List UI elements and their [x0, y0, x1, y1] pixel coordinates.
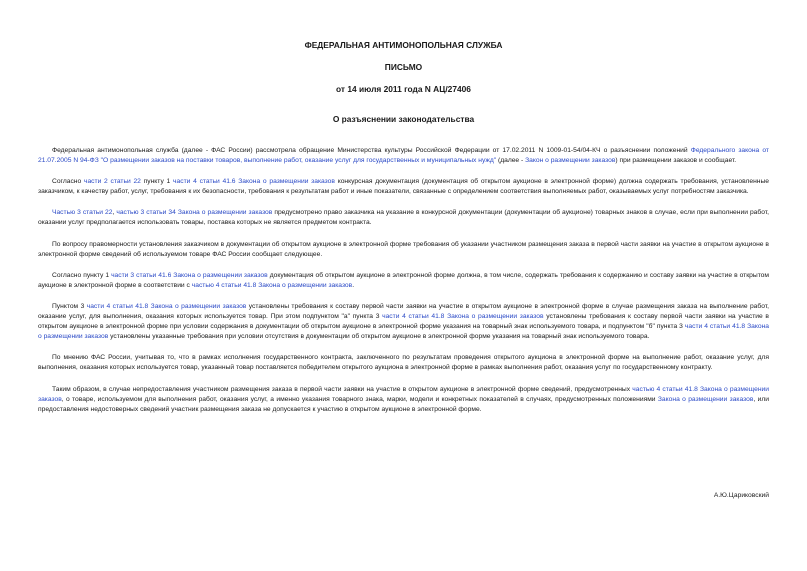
- signature: А.Ю.Цариковский: [713, 492, 769, 499]
- paragraph-text: (далее -: [496, 157, 526, 165]
- paragraph-text: Федеральная антимонопольная служба (далее - ФАС России) рассмотрела обращение Министерства культуры Российской Федерации от 17.02.2011 N 1009-01-54/04-КЧ о разъяснении положений: [52, 147, 691, 154]
- law-reference-link[interactable]: Закон о размещении заказов: [525, 157, 616, 165]
- paragraph-text: , или предоставления недостоверных сведений участник размещения заказа не допускается к участию в открытом аукционе в электронной форме.: [38, 395, 769, 413]
- paragraph-text: установлены указанные требования при условии отсутствия в документации об открытом аукционе в электронной форме указания на товарный знак используемого товара.: [108, 333, 650, 341]
- paragraph-text: предусмотрено право заказчика на указание в конкурсной документации (документации об аукционе) товарных знаков в случае, если при выполнении работ, оказании услуг предполагается использовать товары, поставка которых не является предметом контракта.: [38, 209, 769, 227]
- paragraph-text: По вопросу правомерности установления заказчиком в документации об открытом аукционе в электронной форме требования об указании участником размещения заказа в первой части заявки на участие в открытом аукционе в электронной форме сведений об используемом товаре ФАС России сообщает следующее.: [38, 240, 769, 258]
- paragraph-text: установлены требования к составу первой части заявки на участие в открытом аукционе в электронной форме при условии содержания в документации об открытом аукционе в электронной форме указания на товарный знак используемого товара, и подпунктом "б" пункта 3: [38, 313, 769, 331]
- document: [38, 40, 769, 415]
- paragraph-text: Пунктом 3: [52, 302, 87, 310]
- paragraph-text: Согласно пункту 1: [52, 271, 112, 279]
- law-reference-link[interactable]: части 3 статьи 41.6 Закона о размещении заказов: [111, 271, 268, 279]
- date-number: от 14 июля 2011 года N АЦ/27406: [336, 84, 471, 94]
- paragraph-text: По мнению ФАС России, учитывая то, что в рамках исполнения государственного контракта, заключенного по результатам проведения открытого аукциона в электронной форме на выполнение работ, оказание услуг, для выполнения, оказания которых используется товар, указанный товар поставляется победителем открытого аукциона в электронной форме в рамках выполнения работ, оказания услуг по государственному контракту.: [38, 354, 769, 372]
- paragraph-text: .: [352, 281, 355, 289]
- paragraph-text: пункту 1: [140, 178, 174, 186]
- law-reference-link[interactable]: части 4 статьи 41.8 Закона о размещении заказов: [38, 323, 769, 341]
- paragraph-2: [38, 177, 769, 197]
- law-reference-link[interactable]: частью 4 статьи 41.8 Закона о размещении заказов: [38, 385, 769, 403]
- doc-type: ПИСЬМО: [384, 62, 423, 72]
- law-reference-link[interactable]: Частью 3 статьи 22: [52, 209, 113, 217]
- law-reference-link[interactable]: части 4 статьи 41.8 Закона о размещении заказов: [86, 302, 247, 310]
- paragraph-5: [38, 271, 769, 291]
- law-reference-link[interactable]: Федерального закона от 21.07.2005 N 94-ФЗ "О размещении заказов на поставки товаров, выполнение работ, оказание услуг для государственных и муниципальных нужд": [38, 147, 769, 165]
- paragraph-4: [38, 240, 769, 260]
- law-reference-link[interactable]: частью 4 статьи 41.8 Закона о размещении заказов: [191, 281, 353, 289]
- law-reference-link[interactable]: части 4 статьи 41.6 Закона о размещении заказов: [173, 178, 335, 186]
- paragraph-text: установлены требования к составу первой части заявки на участие в открытом аукционе в электронной форме в случае размещения заказа на выполнение работ, оказание услуг, для выполнения, оказания которых используется товар. При этом подпунктом "а" пункта 3: [38, 302, 769, 321]
- law-reference-link[interactable]: частью 3 статьи 34 Закона о размещении заказов: [116, 209, 273, 217]
- paragraph-6: [38, 302, 769, 342]
- law-reference-link[interactable]: части 4 статьи 41.8 Закона о размещении заказов: [382, 313, 544, 321]
- paragraph-text: Согласно: [52, 178, 84, 186]
- paragraph-3: [38, 208, 769, 228]
- paragraph-8: [38, 385, 769, 415]
- paragraph-7: [38, 353, 769, 373]
- law-reference-link[interactable]: части 2 статьи 22: [83, 178, 141, 186]
- paragraph-text: , о товаре, используемом для выполнения работ, оказания услуг, а именно указания товарного знака, марки, модели и конкретных показателей в случаях, предусмотренных положениями: [61, 395, 658, 403]
- paragraph-text: документация об открытом аукционе в электронной форме должна, в том числе, содержать требования к содержанию и составу заявки на участие в открытом аукционе в электронной форме в соответствии с: [38, 271, 770, 289]
- paragraph-text: ) при размещении заказов и сообщает.: [615, 157, 737, 165]
- paragraph-text: Таким образом, в случае непредоставления участником размещения заказа в первой части заявки на участие в открытом аукционе в электронной форме сведений, предусмотренных: [52, 385, 633, 393]
- law-reference-link[interactable]: Закона о размещении заказов: [657, 395, 754, 403]
- subject: О разъяснении законодательства: [332, 114, 475, 124]
- paragraph-1: [38, 146, 769, 166]
- paragraph-text: конкурсная документация (документация об открытом аукционе в электронной форме) должна содержать требования, установленные заказчиком, к качеству работ, услуг, требования к их безопасности, требования к результатам работ и иные показатели, связанные с определением соответствия выполняемых работ, оказываемых услуг потребностям заказчика.: [38, 178, 770, 196]
- org-title: ФЕДЕРАЛЬНАЯ АНТИМОНОПОЛЬНАЯ СЛУЖБА: [304, 40, 503, 50]
- paragraph-text: ,: [112, 209, 117, 217]
